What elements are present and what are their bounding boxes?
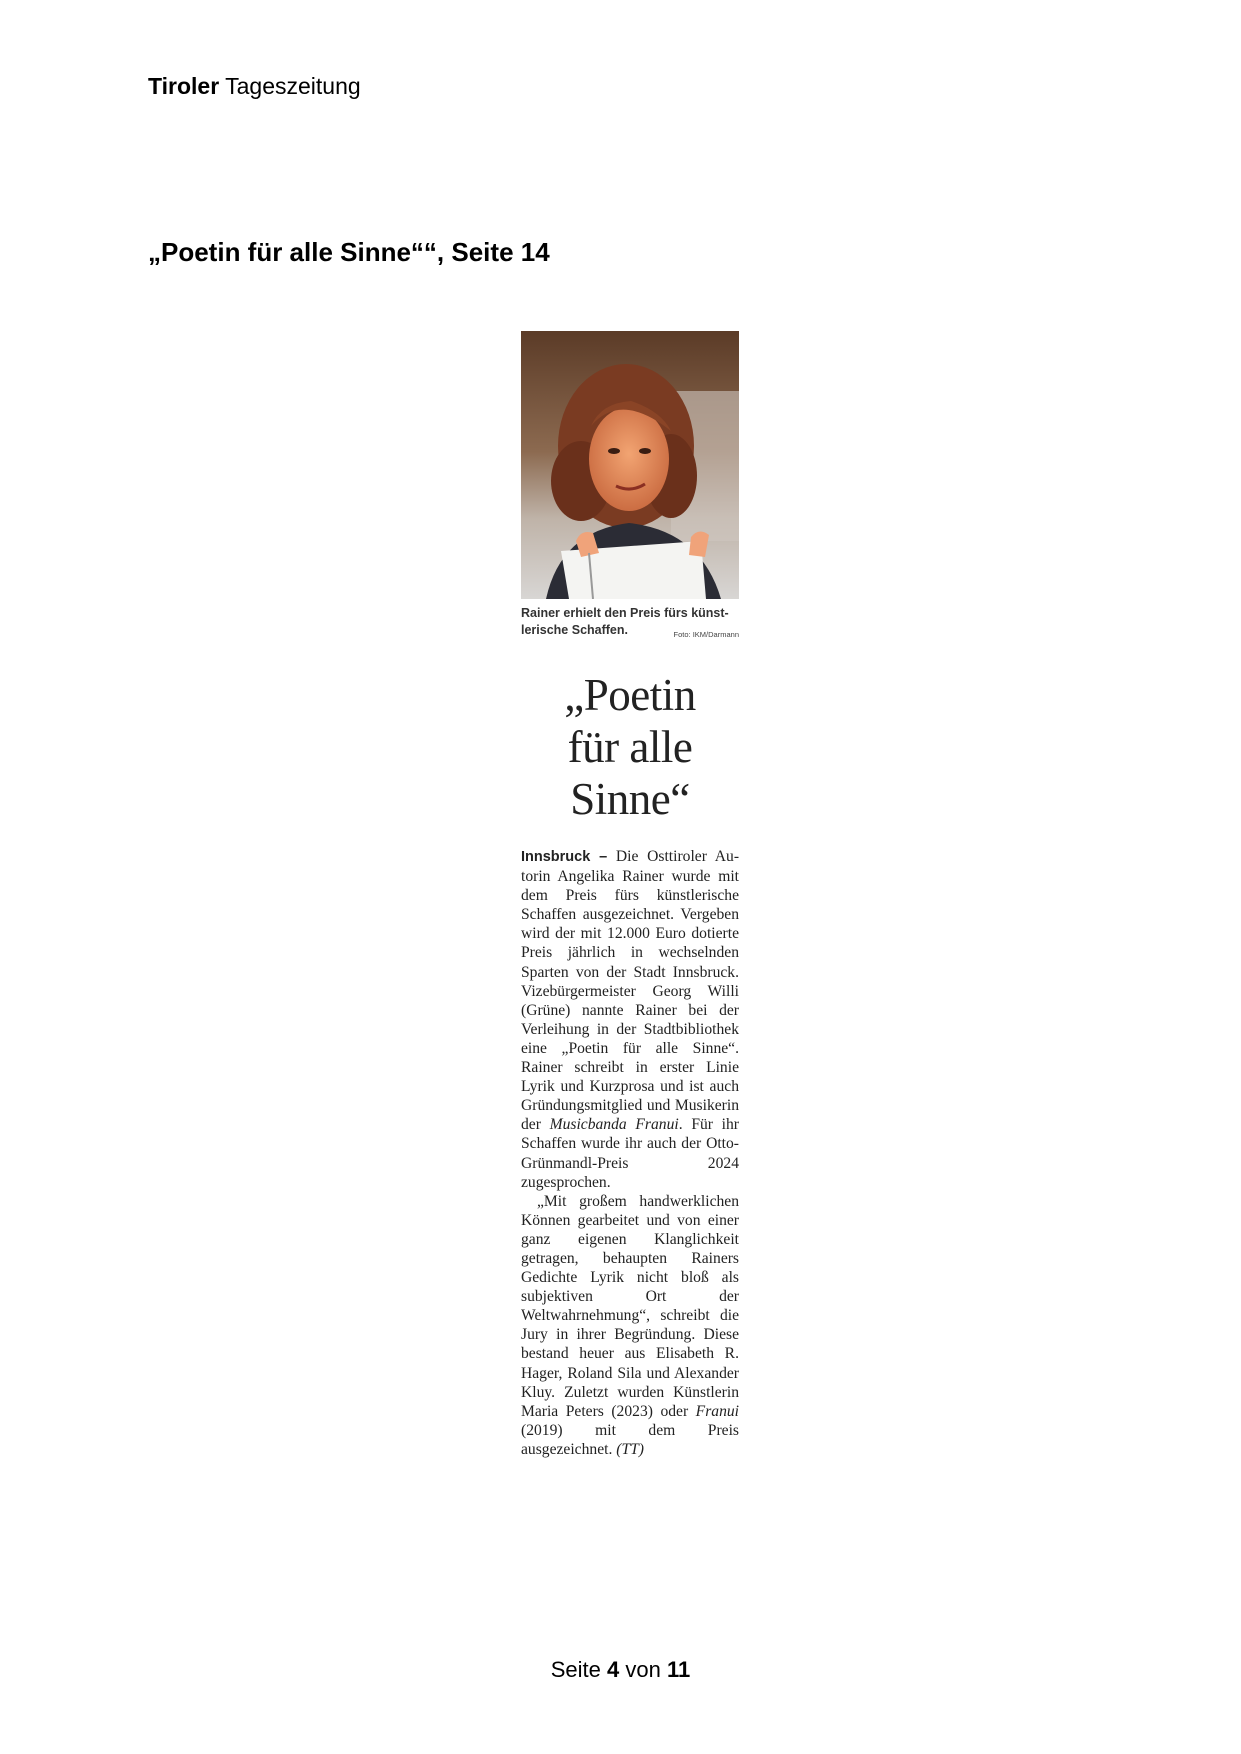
article-headline <box>521 669 739 825</box>
dateline: Innsbruck – <box>521 849 608 865</box>
headline-line: Sinne“ <box>570 774 690 824</box>
portrait-illustration <box>521 331 739 599</box>
current-page: 4 <box>607 1657 620 1682</box>
photo-caption-text: Rainer erhielt den Preis fürs künstlerische Schaffen. <box>521 606 729 637</box>
publication-name <box>148 72 361 100</box>
author-signature: (TT) <box>616 1440 644 1458</box>
paragraph <box>521 847 739 1192</box>
footer-middle: von <box>619 1657 667 1682</box>
newspaper-clipping <box>521 331 739 1459</box>
page-footer <box>0 1657 1241 1683</box>
photo-credit: Foto: IKM/Darmann <box>673 630 739 639</box>
paragraph-text: Die Osttiroler Autorin Angelika Rainer wurde mit dem Preis fürs künstlerische Schaffen ausgezeichnet. Vergeben wird der mit 12.000 Euro dotierte Preis jährlich in wechselnden Sparten von der Stadt Innsbruck. Vizebürgermeister Georg Willi (Grüne) nannte Rainer bei der Verleihung in der Stadtbibliothek eine „Poetin für alle Sinne“. Rainer schreibt in erster Linie Lyrik und Kurzprosa und ist auch Gründungsmitglied und Musikerin der <box>521 848 740 1134</box>
publication-name-bold: Tiroler <box>148 73 220 99</box>
paragraph-text: . Für ihr Schaffen wurde ihr auch der Otto-Grünmandl-Preis 2024 zugesprochen. <box>521 1116 739 1191</box>
headline-line: „Poetin <box>564 670 696 720</box>
publication-name-rest: Tageszeitung <box>219 73 361 99</box>
band-name: Musicbanda Franui <box>549 1116 679 1134</box>
article-body <box>521 847 739 1459</box>
band-name: Franui <box>695 1402 739 1420</box>
paragraph <box>521 1192 739 1459</box>
paragraph-text: (2019) mit dem Preis ausgezeichnet. <box>521 1421 739 1458</box>
document-heading: „Poetin für alle Sinne““, Seite 14 <box>148 237 550 267</box>
total-pages: 11 <box>666 1657 691 1682</box>
portrait-photo <box>521 331 739 599</box>
photo-caption <box>521 605 739 639</box>
headline-line: für alle <box>567 722 693 772</box>
footer-prefix: Seite <box>550 1657 608 1682</box>
paragraph-text: „Mit großem handwerklichen Können gearbeitet und von einer ganz eigenen Klanglichkeit getragen, behaupten Rainers Gedichte Lyrik nicht bloß als subjektiven Ort der Weltwahrnehmung“, schreibt die Jury in ihrer Begründung. Diese bestand heuer aus Elisabeth R. Hager, Roland Sila und Alexander Kluy. Zuletzt wurden Künstlerin Maria Peters (2023) oder <box>521 1192 739 1420</box>
